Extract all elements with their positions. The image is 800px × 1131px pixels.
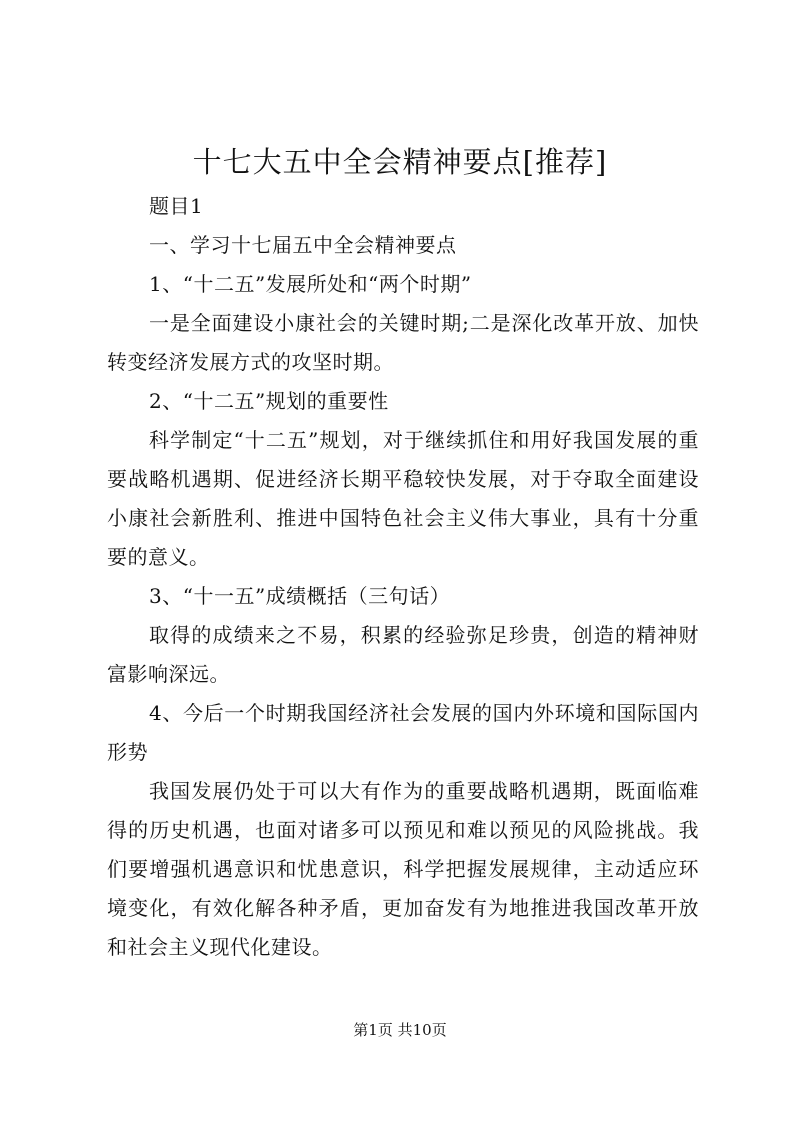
paragraph-subheading-4: 4、今后一个时期我国经济社会发展的国内外环境和国际国内形势	[107, 701, 699, 764]
paragraph-body-2: 科学制定“十二五”规划，对于继续抓住和用好我国发展的重要战略机遇期、促进经济长期平稳较快发展，对于夺取全面建设小康社会新胜利、推进中国特色社会主义伟大事业，具有十分重要的意义。	[107, 428, 699, 569]
paragraph-subheading-2: 2、“十二五”规划的重要性	[149, 389, 389, 413]
paragraph-body-3: 取得的成绩来之不易，积累的经验弥足珍贵，创造的精神财富影响深远。	[107, 623, 699, 686]
paragraph-subheading-1: 1、“十二五”发展所处和“两个时期”	[149, 272, 472, 296]
paragraph-body-4: 我国发展仍处于可以大有作为的重要战略机遇期，既面临难得的历史机遇，也面对诸多可以预见和难以预见的风险挑战。我们要增强机遇意识和忧患意识，科学把握发展规律，主动适应环境变化，有效化解各种矛盾，更加奋发有为地推进我国改革开放和社会主义现代化建设。	[107, 779, 699, 959]
paragraph-body-1: 一是全面建设小康社会的关键时期;二是深化改革开放、加快转变经济发展方式的攻坚时期。	[107, 311, 699, 374]
paragraph-subheading-3: 3、“十一五”成绩概括（三句话）	[149, 584, 451, 608]
document-title: 十七大五中全会精神要点[推荐]	[192, 145, 608, 179]
paragraph-heading-1: 一、学习十七届五中全会精神要点	[149, 233, 457, 257]
document-body	[107, 187, 699, 967]
page-number-footer: 第1页 共10页	[353, 1021, 447, 1039]
paragraph-topic: 题目1	[149, 194, 204, 218]
